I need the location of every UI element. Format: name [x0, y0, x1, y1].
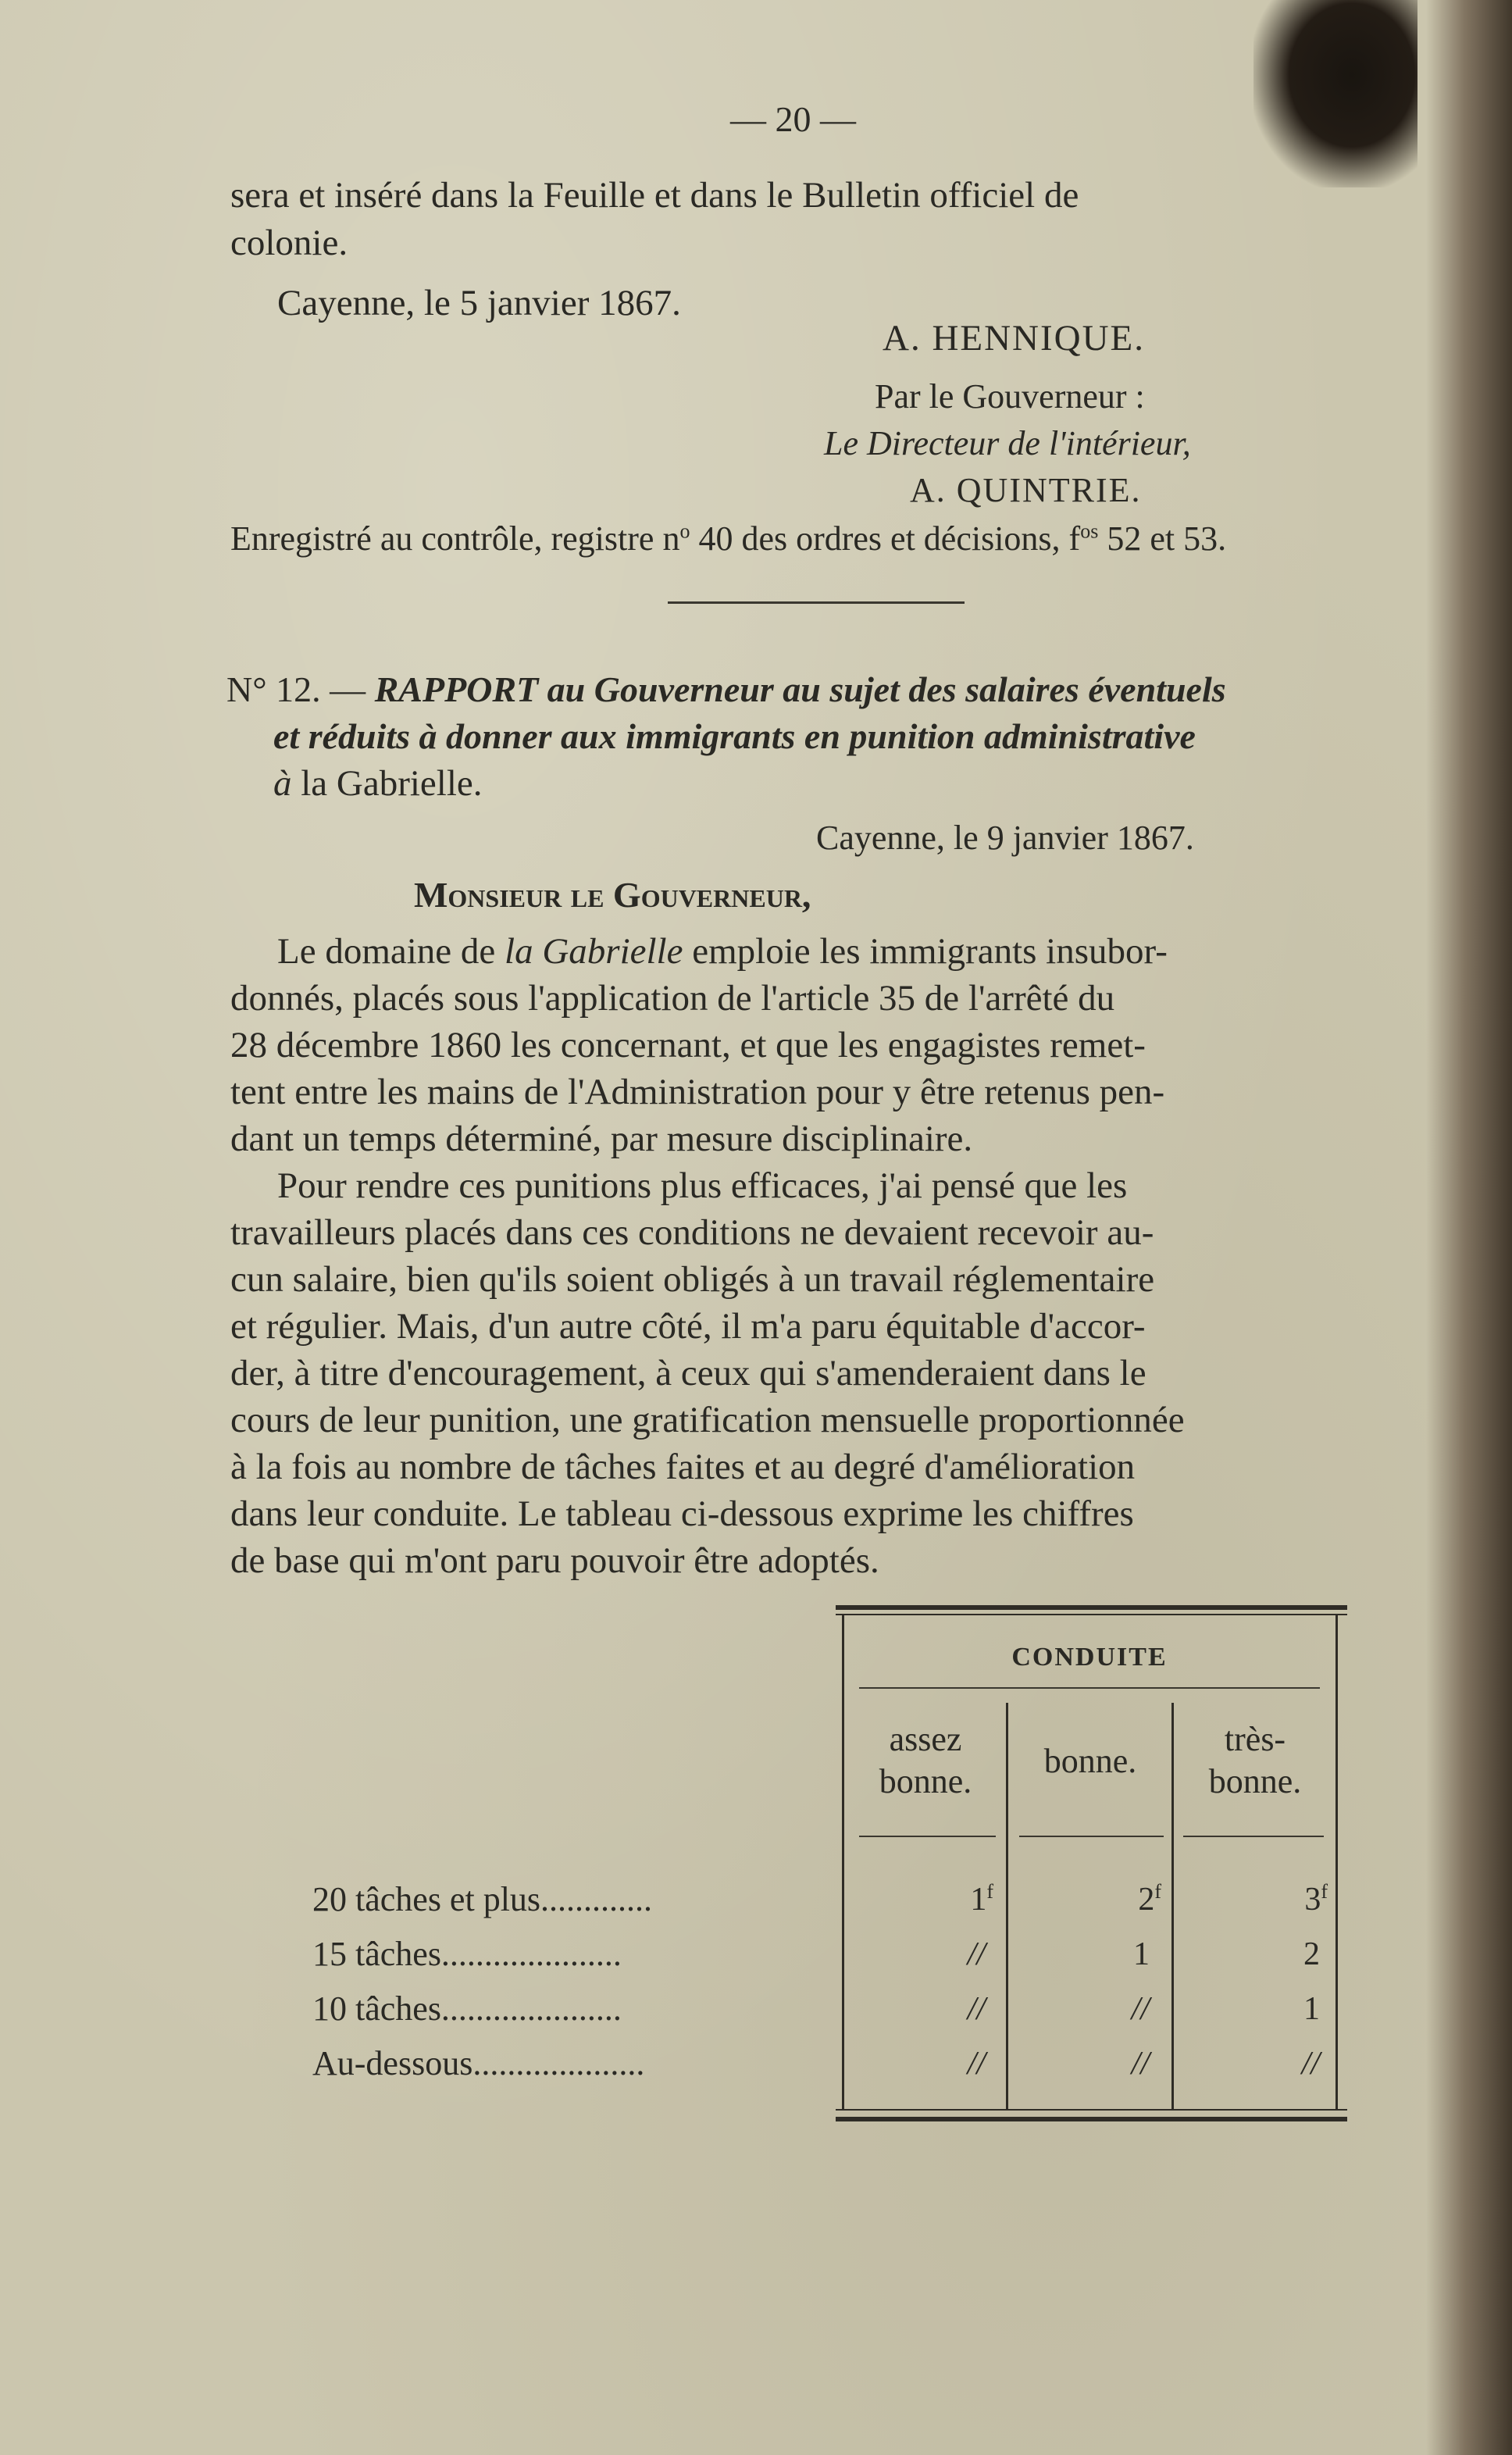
- page-edge-shadow: [1426, 0, 1512, 2455]
- p2-line-6: cours de leur punition, une gratification mensuelle proportionnée: [230, 1400, 1185, 1440]
- report-heading-a: à: [273, 763, 292, 804]
- report-salutation: Monsieur le Gouverneur,: [414, 875, 811, 915]
- col-header-3-l1: très-: [1224, 1720, 1286, 1758]
- p1-line-2: donnés, placés sous l'application de l'article 35 de l'arrêté du: [230, 978, 1115, 1019]
- decree-signatory: A. HENNIQUE.: [883, 318, 1145, 359]
- p1-line-1-it: la Gabrielle: [505, 931, 683, 972]
- p2-line-7: à la fois au nombre de tâches faites et au degré d'amélioration: [230, 1447, 1136, 1487]
- row-1-val-3-unit: f: [1321, 1880, 1328, 1903]
- table-left-border: [842, 1615, 844, 2109]
- header-bottom-rule-1: [859, 1836, 996, 1837]
- col-header-assez-bonne: [845, 1718, 1006, 1803]
- table-col-sep-2: [1171, 1703, 1174, 2109]
- p2-line-4: et régulier. Mais, d'un autre côté, il m'a paru équitable d'accor-: [230, 1306, 1146, 1347]
- row-1-val-1-num: 1: [970, 1882, 987, 1918]
- report-heading-line-2: et réduits à donner aux immigrants en punition administrative: [273, 716, 1196, 756]
- row-1-val-1: [845, 1879, 993, 1921]
- p2-line-8: dans leur conduite. Le tableau ci-dessous exprime les chiffres: [230, 1493, 1134, 1534]
- row-1-val-3: [1175, 1879, 1328, 1921]
- decree-director-title: Le Directeur de l'intérieur,: [824, 424, 1191, 462]
- p2-line-1: Pour rendre ces punitions plus efficaces, j'ai pensé que les: [277, 1165, 1128, 1206]
- decree-place-date: Cayenne, le 5 janvier 1867.: [277, 283, 681, 323]
- row-2-val-2: [1009, 1933, 1150, 1975]
- ink-blot: [1253, 0, 1418, 187]
- p2-line-3: cun salaire, bien qu'ils soient obligés à un travail réglementaire: [230, 1259, 1155, 1300]
- report-number: N° 12.: [226, 669, 321, 709]
- col-header-1-l1: assez: [889, 1720, 962, 1758]
- table-bottom-rule-thin: [836, 2109, 1347, 2111]
- col-header-3-l2: bonne.: [1208, 1762, 1302, 1800]
- decree-line-1: sera et inséré dans la Feuille et dans le Bulletin officiel de: [230, 175, 1079, 216]
- p2-line-2: travailleurs placés dans ces conditions ne devaient recevoir au-: [230, 1212, 1154, 1253]
- decree-director-name: A. QUINTRIE.: [910, 471, 1142, 509]
- row-4-val-3: [1175, 2043, 1320, 2085]
- row-label-4: Au-dessous....................: [312, 2044, 645, 2082]
- row-2-val-2-num: 1: [1133, 1936, 1150, 1972]
- header-bottom-rule-2: [1019, 1836, 1164, 1837]
- col-header-2-l1: bonne.: [1043, 1742, 1137, 1780]
- row-4-val-2: [1009, 2043, 1150, 2085]
- row-4-val-3-num: //: [1301, 2046, 1320, 2082]
- registration-fos-sup: os: [1080, 519, 1099, 543]
- row-1-val-2-unit: f: [1154, 1880, 1161, 1903]
- p1-line-5: dant un temps déterminé, par mesure disciplinaire.: [230, 1119, 973, 1159]
- table-col-sep-1: [1006, 1703, 1008, 2109]
- report-heading-line-3: [273, 762, 483, 805]
- table-right-border: [1335, 1615, 1338, 2109]
- table-top-rule: [836, 1605, 1347, 1610]
- row-2-val-3: [1175, 1933, 1320, 1975]
- p1-line-1: [277, 930, 1168, 973]
- row-2-val-1-num: //: [967, 1936, 986, 1972]
- col-header-tres-bonne: [1175, 1718, 1335, 1803]
- decree-registration: [230, 517, 1226, 561]
- p2-line-5: der, à titre d'encouragement, à ceux qui s'amenderaient dans le: [230, 1353, 1146, 1393]
- row-1-val-1-unit: f: [986, 1880, 993, 1903]
- report-dash: —: [320, 669, 375, 709]
- registration-no-sup: o: [679, 519, 690, 543]
- row-3-val-2: [1009, 1988, 1150, 2030]
- conduite-underline: [859, 1687, 1320, 1689]
- report-heading-text-1: RAPPORT au Gouverneur au sujet des salaires éventuels: [374, 669, 1226, 709]
- p1-line-1-pre: Le domaine de: [277, 931, 505, 972]
- col-header-bonne: [1009, 1740, 1171, 1782]
- p1-line-4: tent entre les mains de l'Administration pour y être retenus pen-: [230, 1072, 1165, 1112]
- row-3-val-1-num: //: [967, 1991, 986, 2027]
- header-bottom-rule-3: [1183, 1836, 1324, 1837]
- report-heading-place: la Gabrielle.: [291, 763, 483, 804]
- row-1-val-2: [1009, 1879, 1161, 1921]
- row-4-val-2-num: //: [1131, 2046, 1150, 2082]
- row-label-3: 10 tâches.....................: [312, 1989, 622, 2028]
- row-1-val-3-num: 3: [1304, 1882, 1321, 1918]
- row-3-val-3-num: 1: [1303, 1991, 1320, 2027]
- section-divider: [668, 601, 965, 604]
- row-2-val-3-num: 2: [1303, 1936, 1320, 1972]
- registration-text-3: 52 et 53.: [1098, 519, 1227, 558]
- table-bottom-rule: [836, 2117, 1347, 2121]
- registration-text-2: 40 des ordres et décisions, f: [690, 519, 1081, 558]
- table-group-header: CONDUITE: [1011, 1643, 1168, 1672]
- row-label-1: 20 tâches et plus.............: [312, 1880, 653, 1918]
- row-2-val-1: [845, 1933, 986, 1975]
- row-1-val-2-num: 2: [1138, 1882, 1155, 1918]
- row-4-val-1: [845, 2043, 986, 2085]
- row-3-val-3: [1175, 1988, 1320, 2030]
- registration-text-1: Enregistré au contrôle, registre n: [230, 519, 680, 558]
- decree-by-governor: Par le Gouverneur :: [875, 377, 1145, 416]
- row-label-2: 15 tâches.....................: [312, 1935, 622, 1973]
- report-heading-line-1: [226, 668, 1226, 712]
- page-number: — 20 —: [730, 99, 856, 139]
- row-3-val-1: [845, 1988, 986, 2030]
- decree-line-2: colonie.: [230, 223, 348, 263]
- p2-line-9: de base qui m'ont paru pouvoir être adoptés.: [230, 1540, 879, 1581]
- table-top-rule-thin: [836, 1614, 1347, 1615]
- p1-line-1-post: emploie les immigrants insubor-: [683, 931, 1168, 972]
- row-3-val-2-num: //: [1131, 1991, 1150, 2027]
- p1-line-3: 28 décembre 1860 les concernant, et que les engagistes remet-: [230, 1025, 1146, 1065]
- row-4-val-1-num: //: [967, 2046, 986, 2082]
- col-header-1-l2: bonne.: [879, 1762, 972, 1800]
- report-place-date: Cayenne, le 9 janvier 1867.: [816, 819, 1194, 857]
